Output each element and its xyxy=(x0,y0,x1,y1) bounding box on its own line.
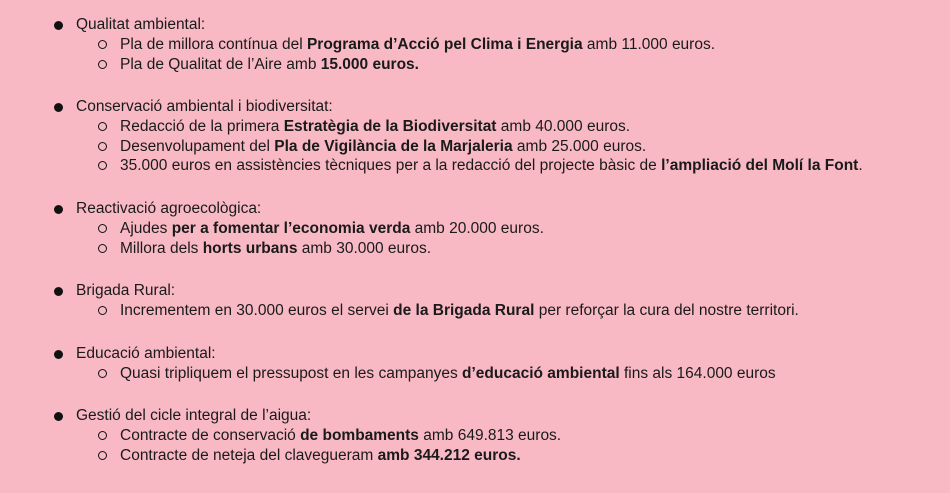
item-text: Quasi tripliquem el pressupost en les campanyes xyxy=(120,364,463,382)
item-text-bold: l’ampliació del Molí la Font xyxy=(661,157,859,175)
sub-list xyxy=(76,301,950,321)
bullet-icon xyxy=(54,287,63,296)
bullet-icon xyxy=(54,412,63,421)
section-heading: Educació ambiental: xyxy=(76,344,216,362)
list-item xyxy=(76,35,950,55)
item-text-bold: Estratègia de la Biodiversitat xyxy=(283,118,497,136)
item-text: per reforçar la cura del nostre territori. xyxy=(534,302,799,320)
circle-bullet-icon xyxy=(98,161,107,170)
section-heading: Conservació ambiental i biodiversitat: xyxy=(76,98,333,116)
item-text: fins als 164.000 euros xyxy=(619,364,776,382)
section-conservacio-ambiental xyxy=(0,97,950,176)
section-list xyxy=(0,15,950,466)
section-qualitat-ambiental xyxy=(0,15,950,74)
item-text: Pla de millora contínua del xyxy=(120,36,307,53)
item-text: amb 11.000 euros. xyxy=(582,36,716,53)
sub-list xyxy=(76,117,950,176)
bullet-icon xyxy=(54,103,63,112)
section-heading: Brigada Rural: xyxy=(76,282,176,300)
item-text-bold: per a fomentar l’economia verda xyxy=(171,219,411,237)
sub-list xyxy=(76,35,950,74)
item-text-bold: horts urbans xyxy=(202,239,298,257)
item-text: Redacció de la primera xyxy=(120,118,284,136)
list-item xyxy=(76,446,950,466)
item-text: Contracte de neteja del clavegueram xyxy=(120,446,378,464)
item-text-bold: Programa d’Acció pel Clima i Energia xyxy=(306,36,583,53)
item-text: amb 30.000 euros. xyxy=(297,239,431,257)
section-educacio-ambiental xyxy=(0,344,950,384)
circle-bullet-icon xyxy=(98,224,107,233)
section-brigada-rural xyxy=(0,281,950,321)
sub-list xyxy=(76,219,950,258)
circle-bullet-icon xyxy=(98,431,107,440)
item-text: Incrementem en 30.000 euros el servei xyxy=(120,302,394,320)
item-text-bold: d’educació ambiental xyxy=(462,364,620,382)
section-heading: Qualitat ambiental: xyxy=(76,16,206,33)
item-text-bold: 15.000 euros. xyxy=(320,55,419,73)
circle-bullet-icon xyxy=(98,142,107,151)
list-item xyxy=(76,137,950,157)
sub-list xyxy=(76,364,950,384)
item-text-bold: de la Brigada Rural xyxy=(393,302,535,320)
item-text-bold: de bombaments xyxy=(300,427,419,445)
bullet-icon xyxy=(54,21,63,30)
section-reactivacio-agroecologica xyxy=(0,199,950,258)
item-text: Millora dels xyxy=(120,239,203,257)
bullet-icon xyxy=(54,205,63,214)
item-text: . xyxy=(858,157,863,175)
list-item xyxy=(76,239,950,259)
circle-bullet-icon xyxy=(98,244,107,253)
list-item xyxy=(76,426,950,446)
sub-list xyxy=(76,426,950,465)
item-text: 35.000 euros en assistències tècniques per a la redacció del projecte bàsic de xyxy=(120,157,662,175)
list-item xyxy=(76,55,950,75)
item-text: Ajudes xyxy=(120,219,172,237)
circle-bullet-icon xyxy=(98,369,107,378)
section-cicle-aigua xyxy=(0,406,950,465)
circle-bullet-icon xyxy=(98,122,107,131)
item-text: Contracte de conservació xyxy=(120,427,301,445)
list-item xyxy=(76,156,950,176)
circle-bullet-icon xyxy=(98,306,107,315)
item-text-bold: amb 344.212 euros. xyxy=(377,446,521,464)
item-text: Pla de Qualitat de l’Aire amb xyxy=(120,55,321,73)
item-text: Desenvolupament del xyxy=(120,137,275,155)
item-text: amb 25.000 euros. xyxy=(512,137,647,155)
circle-bullet-icon xyxy=(98,451,107,460)
list-item xyxy=(76,117,950,137)
bullet-icon xyxy=(54,350,63,359)
item-text: amb 20.000 euros. xyxy=(410,219,544,237)
circle-bullet-icon xyxy=(98,40,107,49)
list-item xyxy=(76,364,950,384)
item-text-bold: Pla de Vigilància de la Marjaleria xyxy=(274,137,513,155)
list-item xyxy=(76,219,950,239)
list-item xyxy=(76,301,950,321)
item-text: amb 649.813 euros. xyxy=(418,427,562,445)
item-text: amb 40.000 euros. xyxy=(496,118,631,136)
section-heading: Reactivació agroecològica: xyxy=(76,199,262,217)
section-heading: Gestió del cicle integral de l’aigua: xyxy=(76,407,312,425)
circle-bullet-icon xyxy=(98,60,107,69)
